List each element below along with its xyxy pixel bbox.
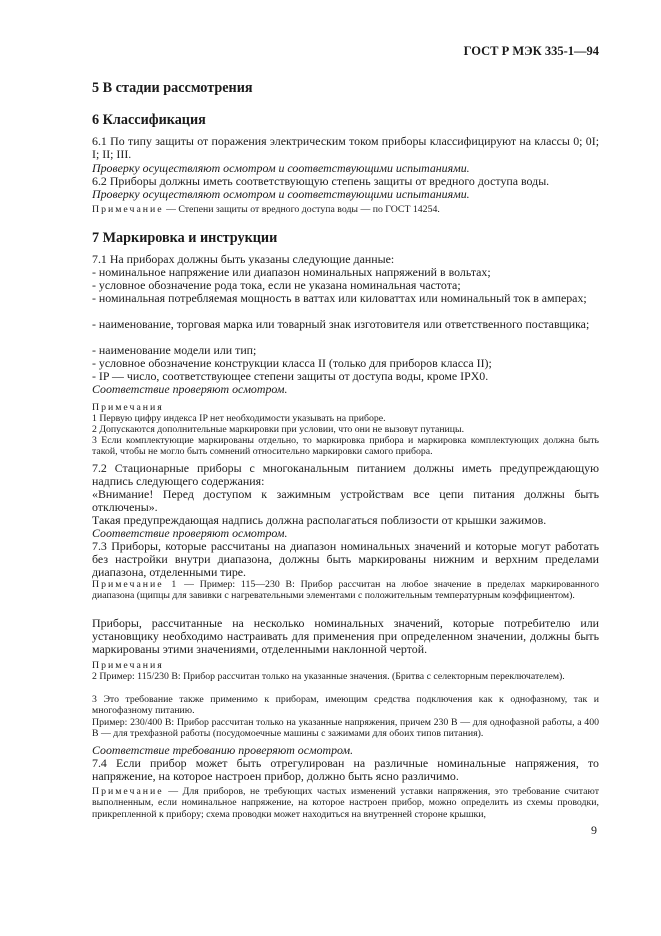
note-7-3-1 (92, 579, 599, 602)
para-7-3: 7.3 Приборы, которые рассчитаны на диапазон номинальных значений и которые могут работать без настройки внутри диапазона, должны быть маркированы нижним и верхним пределами диапазона, отделенными тире. (92, 539, 599, 580)
list-item: - IP — число, соответствующее степени защиты от доступа воды, кроме IPX0. (92, 369, 489, 383)
note-label: Примечание (92, 786, 164, 797)
note-text: — Для приборов, не требующих частых изменений уставки напряжения, это требование считают выполненным, если номинальное напряжение, на которое настроен прибор, можно определить из схемы проводки, прикрепленной к прибору; схема проводки может находиться на внутренней стороне крышки, (92, 786, 599, 820)
para-7-2: 7.2 Стационарные приборы с многоканальным питанием должны иметь предупреждающую надпись следующего содержания: (92, 461, 599, 489)
note-item: 3 Это требование также применимо к приборам, имеющим средства подключения как к однофазному, так и многофазному питанию. (92, 694, 599, 717)
note-7-4 (92, 786, 599, 820)
list-item: - номинальное напряжение или диапазон номинальных напряжений в вольтах; (92, 265, 491, 279)
note-label: Примечание (92, 204, 164, 215)
list-item: - условное обозначение конструкции класса II (только для приборов класса II); (92, 356, 492, 370)
check-6-2: Проверку осуществляют осмотром и соответствующими испытаниями. (92, 187, 470, 201)
notes-label: Примечания (92, 402, 164, 413)
para-7-4: 7.4 Если прибор может быть отрегулирован на различные номинальные напряжения, то напряжение, на которое настроен прибор, должно быть ясно различимо. (92, 756, 599, 784)
check-7-2: Соответствие проверяют осмотром. (92, 526, 288, 540)
para-6-1: 6.1 По типу защиты от поражения электрическим током приборы классифицируют на классы 0; 0I; I; II; III. (92, 134, 599, 162)
note-label: Примечание 1 (92, 579, 179, 590)
para-7-1: 7.1 На приборах должны быть указаны следующие данные: (92, 252, 395, 266)
note-text: — Пример: 115—230 В: Прибор рассчитан на любое значение в пределах маркированного диапазона (щипцы для завивки с нагревательными элементами с положительным температурным коэффициентом). (92, 579, 599, 602)
check-6-1: Проверку осуществляют осмотром и соответствующими испытаниями. (92, 161, 470, 175)
note-item: Пример: 230/400 В: Прибор рассчитан только на указанные напряжения, причем 230 В — для однофазной работы, а 400 В — для трехфазной работы (посудомоечные машины с зажимами для обоих типов питания). (92, 717, 599, 740)
note-item: 3 Если комплектующие маркированы отдельно, то маркировка прибора и маркировка комплектующих должна быть такой, чтобы не могло быть сомнений относительно маркировки самого прибора. (92, 435, 599, 458)
para-7-2-placement: Такая предупреждающая надпись должна располагаться поблизости от крышки зажимов. (92, 513, 547, 527)
note-item: 2 Допускаются дополнительные маркировки при условии, что они не вызовут путаницы. (92, 424, 465, 435)
note-item: 1 Первую цифру индекса IP нет необходимости указывать на приборе. (92, 413, 386, 424)
list-item: - наименование, торговая марка или товарный знак изготовителя или ответственного поставщика; (92, 317, 590, 331)
para-7-3-b: Приборы, рассчитанные на несколько номинальных значений, которые потребителю или установщику необходимо настраивать для применения при определенном значении, должны быть маркированы этими значениями, отделенными наклонной чертой. (92, 616, 599, 657)
note-item: 2 Пример: 115/230 В: Прибор рассчитан только на указанные значения. (Бритва с селекторным переключателем). (92, 671, 565, 682)
check-7-3: Соответствие требованию проверяют осмотром. (92, 743, 354, 757)
notes-label: Примечания (92, 660, 164, 671)
note-text: — Степени защиты от вредного доступа воды — по ГОСТ 14254. (163, 204, 440, 215)
warning-quote: «Внимание! Перед доступом к зажимным устройствам все цепи питания должны быть отключены». (92, 487, 599, 515)
section-6-title: 6 Классификация (92, 112, 206, 128)
page-header-standard: ГОСТ Р МЭК 335-1—94 (463, 44, 599, 58)
list-item: - номинальная потребляемая мощность в ваттах или киловаттах или номинальный ток в амперах; (92, 291, 587, 305)
note-6 (92, 204, 599, 215)
page-number: 9 (591, 823, 597, 837)
section-5-title: 5 В стадии рассмотрения (92, 80, 253, 96)
list-item: - наименование модели или тип; (92, 343, 257, 357)
check-7-1: Соответствие проверяют осмотром. (92, 382, 288, 396)
section-7-title: 7 Маркировка и инструкции (92, 230, 278, 246)
list-item: - условное обозначение рода тока, если не указана номинальная частота; (92, 278, 461, 292)
para-6-2: 6.2 Приборы должны иметь соответствующую степень защиты от вредного доступа воды. (92, 174, 550, 188)
